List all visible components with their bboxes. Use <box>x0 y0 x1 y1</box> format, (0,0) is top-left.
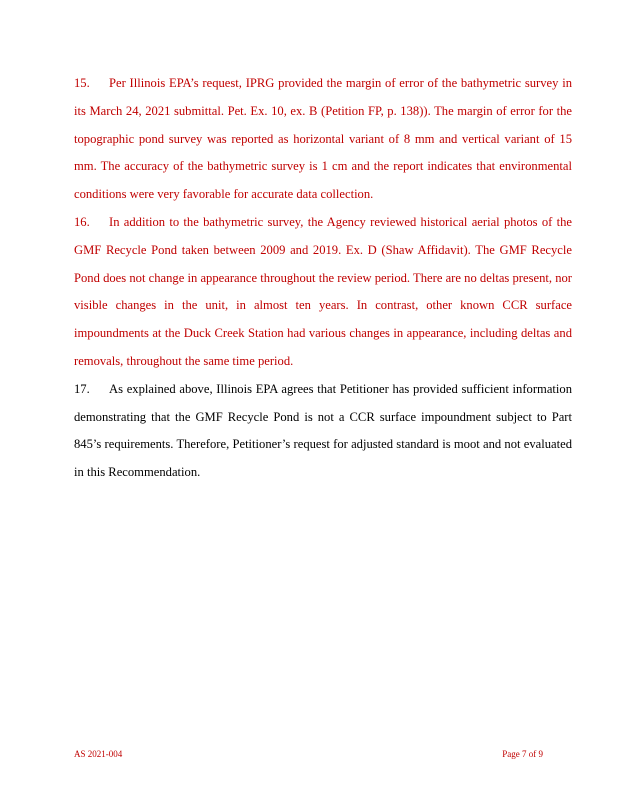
paragraph-text: Per Illinois EPA’s request, IPRG provided the margin of error of the bathymetric survey in its March 24, 2021 submittal. Pet. Ex. 10, ex. B (Petition FP, p. 138)). The margin of error for the topographic pond survey was reported as horizontal variant of 8 mm and vertical variant of 15 mm. The accuracy of the bathymetric survey is 1 cm and the report indicates that environmental conditions were very favorable for accurate data collection. <box>74 76 572 202</box>
paragraph-text: In addition to the bathymetric survey, the Agency reviewed historical aerial photos of the GMF Recycle Pond taken between 2009 and 2019. Ex. D (Shaw Affidavit). The GMF Recycle Pond does not change in appearance throughout the review period. There are no deltas present, nor visible changes in the unit, in almost ten years. In contrast, other known CCR surface impoundments at the Duck Creek Station had various changes in appearance, including deltas and removals, throughout the same time period. <box>74 214 572 368</box>
footer-page-number: Page 7 of 9 <box>502 749 543 759</box>
paragraph-number: 17. <box>74 381 90 396</box>
footer-case-number: AS 2021-004 <box>74 749 123 759</box>
paragraph-17 <box>74 376 572 487</box>
paragraph-number: 16. <box>74 214 90 229</box>
paragraph-number: 15. <box>74 76 90 90</box>
paragraph-16 <box>74 209 572 376</box>
paragraph-15 <box>74 70 572 209</box>
document-body <box>74 70 572 487</box>
paragraph-text: As explained above, Illinois EPA agrees that Petitioner has provided sufficient information demonstrating that the GMF Recycle Pond is not a CCR surface impoundment subject to Part 845’s requirements. Therefore, Petitioner’s request for adjusted standard is moot and not evaluated in this Recommendation. <box>74 381 572 480</box>
